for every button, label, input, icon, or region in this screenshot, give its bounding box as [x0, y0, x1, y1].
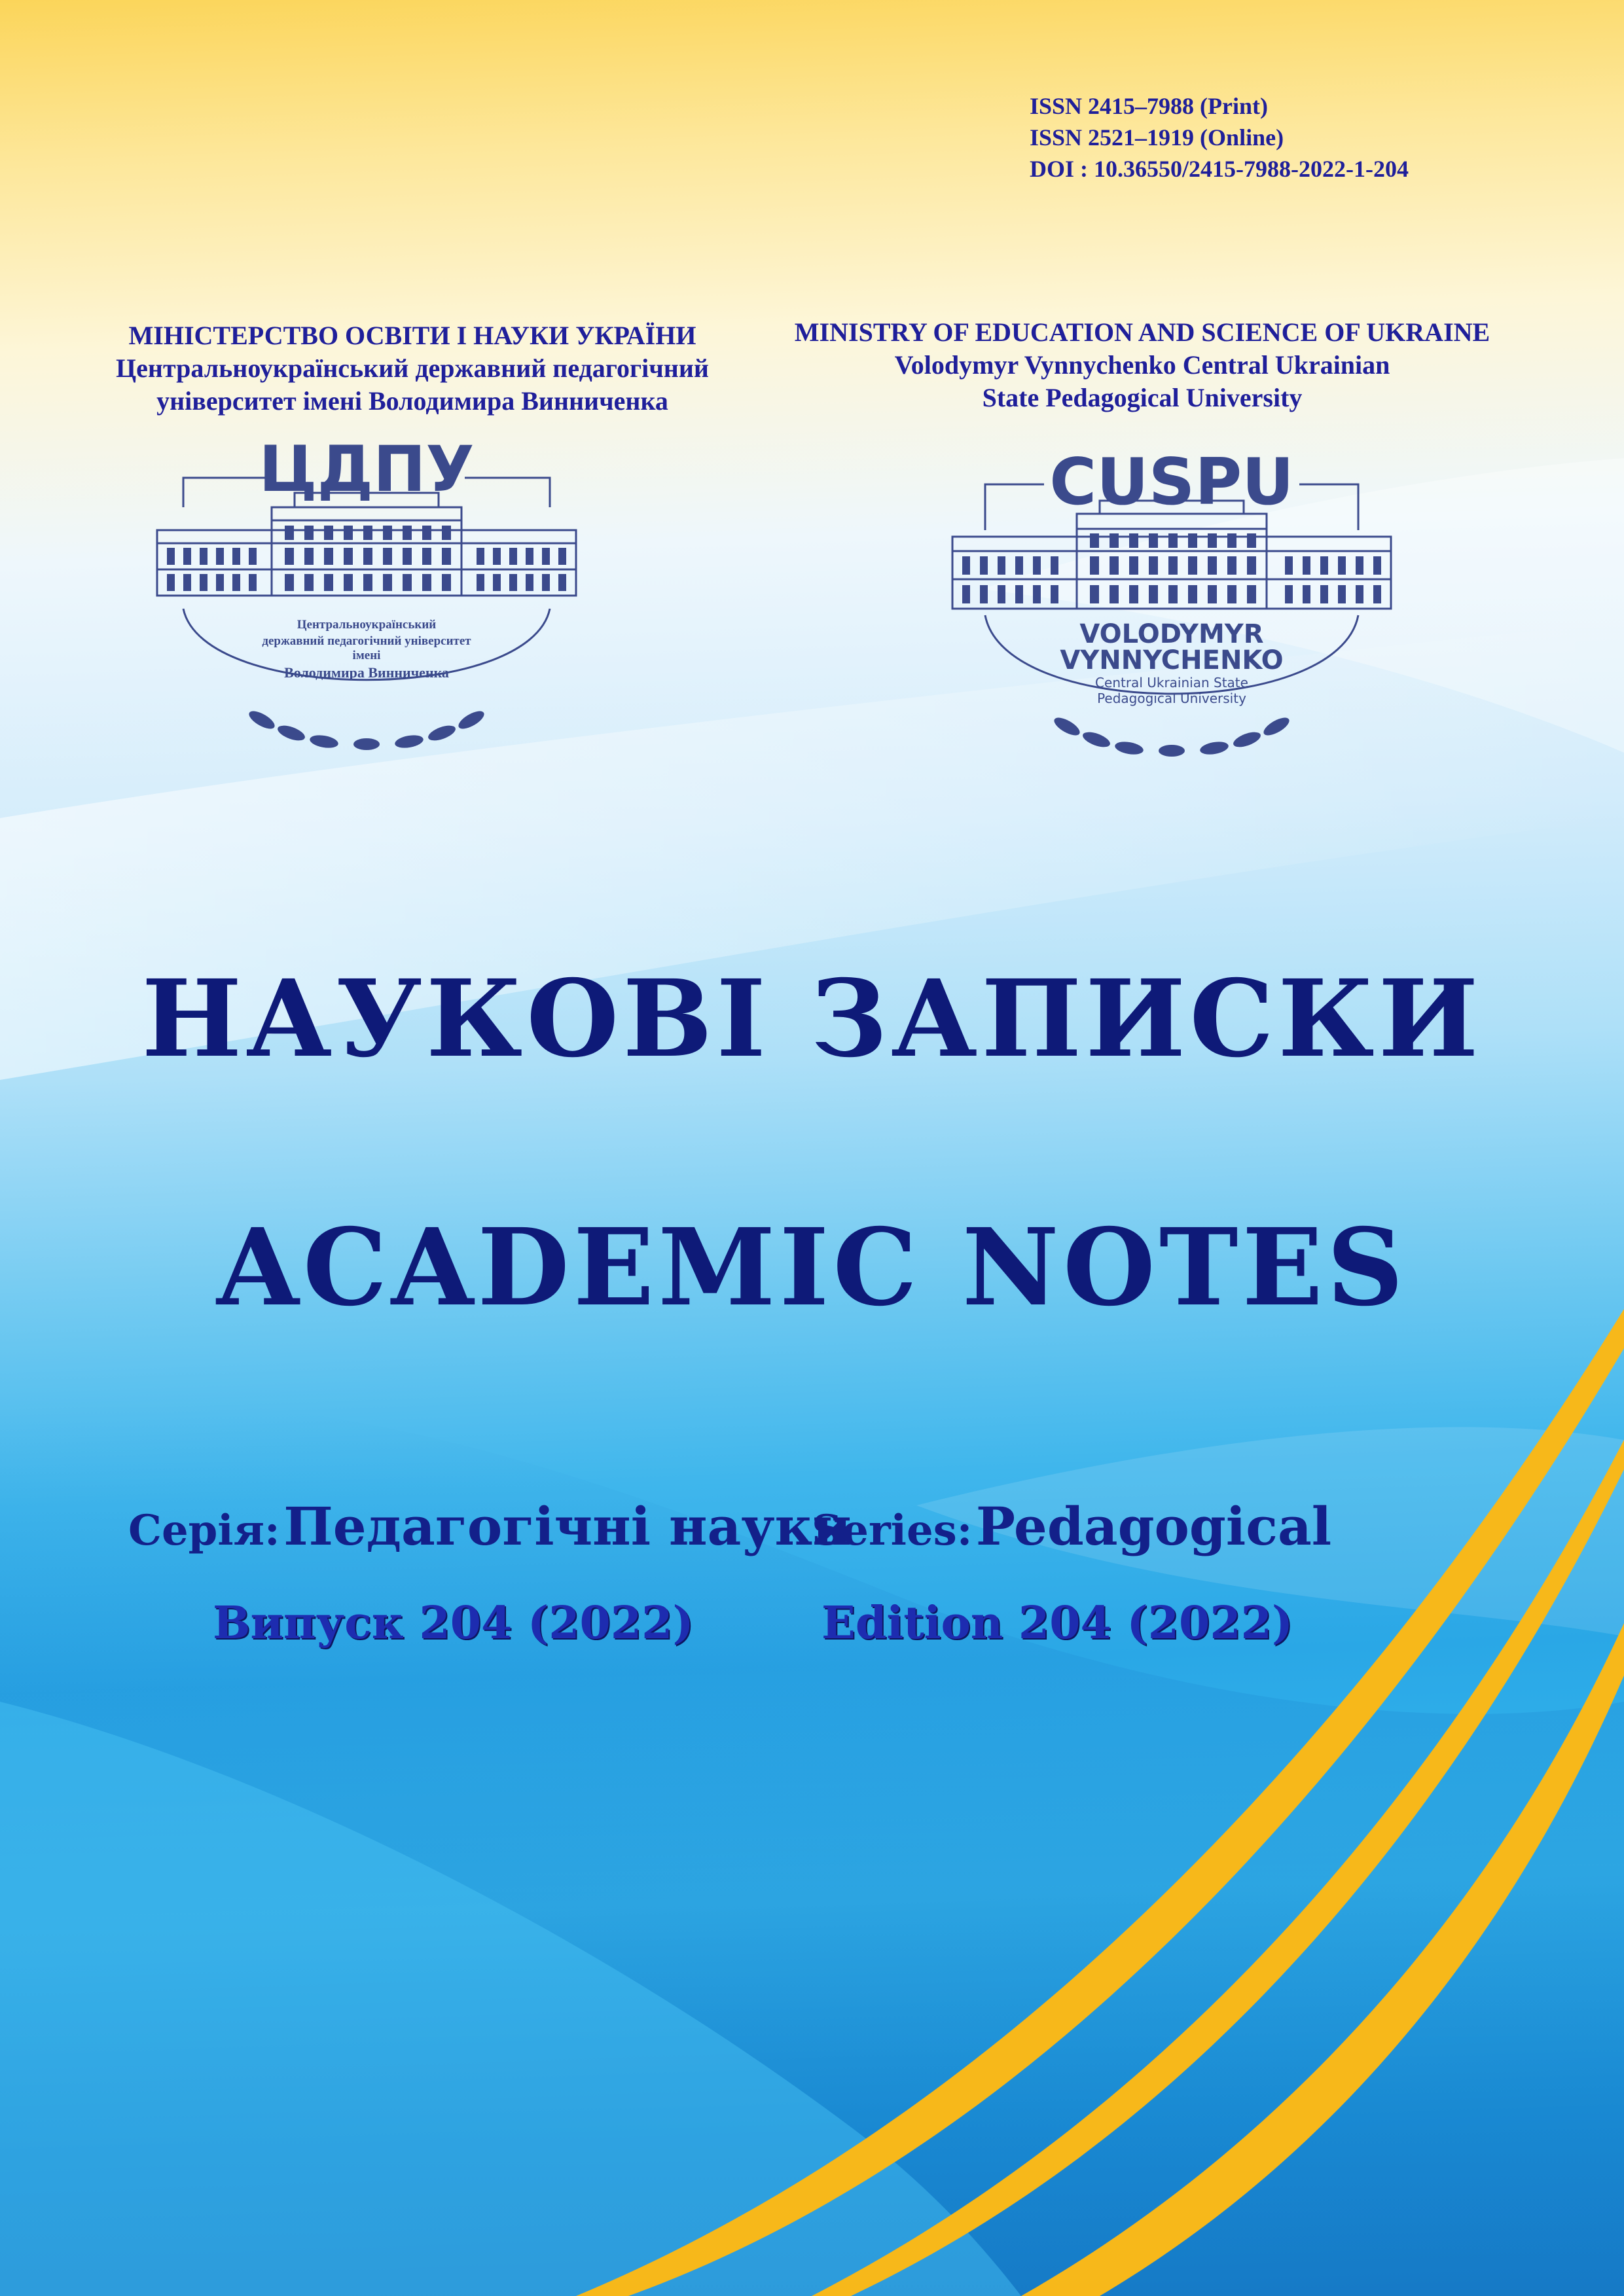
emblem-ua-line1: Центральноукраїнський: [297, 618, 437, 632]
journal-title-ua: НАУКОВІ ЗАПИСКИ: [141, 957, 1483, 1081]
series-en: [812, 1496, 1331, 1557]
issn-print: ISSN 2415–7988 (Print): [1030, 93, 1269, 119]
emblem-ua-line4: Володимира Винниченка: [284, 664, 449, 681]
emblem-en-name1: VOLODYMYR: [1079, 619, 1264, 649]
edition-ua: Випуск 204 (2022): [213, 1597, 694, 1649]
emblem-en-name2: VYNNYCHENKO: [1060, 645, 1284, 675]
journal-title-en: ACADEMIC NOTES: [217, 1206, 1407, 1330]
series-en-value: Pedagogical: [975, 1496, 1332, 1557]
series-ua-value: Педагогічні науки: [283, 1496, 852, 1557]
issn-online: ISSN 2521–1919 (Online): [1030, 124, 1284, 151]
university-en-line1: Volodymyr Vynnychenko Central Ukrainian: [894, 350, 1390, 380]
ministry-ua: МІНІСТЕРСТВО ОСВІТИ І НАУКИ УКРАЇНИ: [128, 321, 696, 350]
header-ukrainian: [85, 319, 740, 418]
series-en-label: Series:: [812, 1506, 973, 1555]
emblem-ua-line3: імені: [352, 649, 381, 662]
university-ua-line1: Центральноукраїнський державний педагогічний: [116, 353, 709, 383]
ministry-en: MINISTRY OF EDUCATION AND SCIENCE OF UKRAINE: [794, 317, 1490, 347]
series-ua: [128, 1496, 852, 1557]
university-emblem-ua: [151, 429, 583, 756]
university-en-line2: State Pedagogical University: [982, 383, 1303, 412]
university-emblem-en: [946, 439, 1398, 766]
series-ua-label: Серія:: [128, 1506, 280, 1555]
header-english: [782, 316, 1502, 414]
emblem-en-sub1: Central Ukrainian State: [1095, 675, 1248, 691]
edition-en: Edition 204 (2022): [821, 1597, 1293, 1649]
university-ua-line2: університет імені Володимира Винниченка: [156, 386, 668, 416]
emblem-ua-line2: державний педагогічний університет: [262, 634, 471, 648]
doi: DOI : 10.36550/2415-7988-2022-1-204: [1030, 156, 1409, 182]
emblem-en-abbr: CUSPU: [1049, 445, 1294, 520]
emblem-ua-abbr: ЦДПУ: [259, 433, 475, 506]
issn-block: [1030, 90, 1409, 185]
emblem-en-sub2: Pedagogical University: [1097, 691, 1246, 706]
